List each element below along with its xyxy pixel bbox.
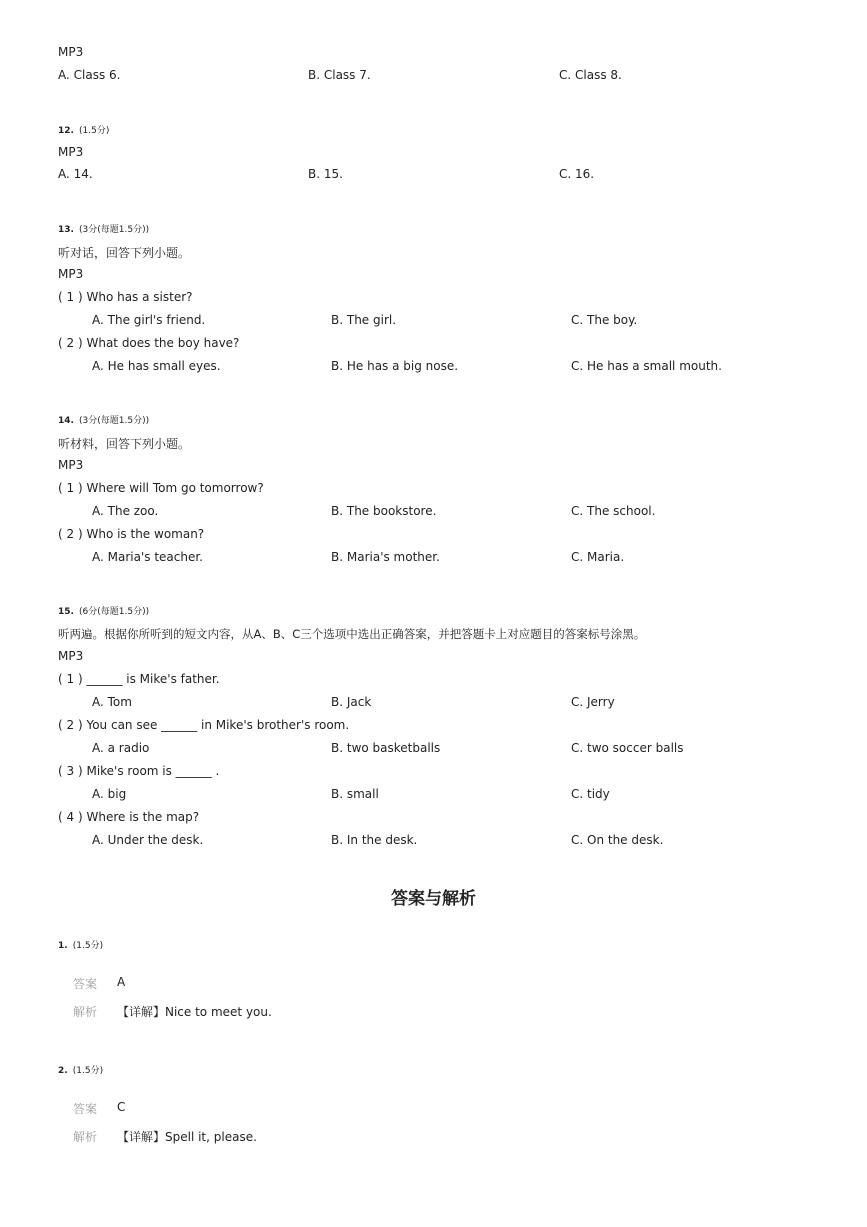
q15-number: 15.: [58, 607, 74, 617]
q15-sub1-num: ( 1 ): [58, 672, 83, 686]
q14-sub2-option-b[interactable]: B. Maria's mother.: [331, 550, 440, 564]
q12-option-b[interactable]: B. 15.: [308, 167, 343, 181]
q14-sub2-option-a[interactable]: A. Maria's teacher.: [92, 550, 203, 564]
q13-number: 13.: [58, 225, 74, 235]
q14-header: [58, 408, 149, 427]
q14-sub1-text: Where will Tom go tomorrow?: [86, 481, 264, 495]
q12-option-a[interactable]: A. 14.: [58, 167, 93, 181]
q15-sub3-question: [58, 764, 219, 778]
q12-score: (1.5分): [79, 126, 110, 136]
q13-sub2-question: [58, 336, 239, 350]
q15-sub4-option-a[interactable]: A. Under the desk.: [92, 833, 204, 847]
q11-option-c[interactable]: C. Class 8.: [559, 68, 622, 82]
q15-sub4-text: Where is the map?: [86, 810, 200, 824]
q14-mp3[interactable]: MP3: [58, 458, 84, 472]
q13-sub1-option-a[interactable]: A. The girl's friend.: [92, 313, 206, 327]
q11-mp3[interactable]: MP3: [58, 45, 84, 59]
q14-instruction: 听材料，回答下列小题。: [58, 437, 191, 451]
q13-sub2-num: ( 2 ): [58, 336, 83, 350]
q13-sub2-option-a[interactable]: A. He has small eyes.: [92, 359, 221, 373]
answers-title: 答案与解析: [391, 889, 476, 909]
q12-mp3[interactable]: MP3: [58, 145, 84, 159]
answer-1-score: (1.5分): [72, 941, 104, 951]
q13-sub2-option-b[interactable]: B. He has a big nose.: [331, 359, 459, 373]
q15-sub2-option-c[interactable]: C. two soccer balls: [571, 741, 684, 755]
answer-1-header: [58, 933, 103, 952]
answer-2-number: 2.: [58, 1066, 68, 1076]
q13-sub2-option-c[interactable]: C. He has a small mouth.: [571, 359, 722, 373]
q11-option-b[interactable]: B. Class 7.: [308, 68, 371, 82]
q14-score: (3分(每题1.5分)): [79, 416, 150, 426]
q14-sub1-option-b[interactable]: B. The bookstore.: [331, 504, 437, 518]
q15-header: [58, 599, 149, 618]
q15-sub2-text: You can see ______ in Mike's brother's room.: [86, 718, 350, 732]
q13-sub1-option-c[interactable]: C. The boy.: [571, 313, 638, 327]
q13-sub1-question: [58, 290, 193, 304]
q15-sub2-question: [58, 718, 349, 732]
q15-sub2-num: ( 2 ): [58, 718, 83, 732]
q13-sub1-num: ( 1 ): [58, 290, 83, 304]
q15-sub3-text: Mike's room is ______ .: [86, 764, 220, 778]
q12-number: 12.: [58, 126, 74, 136]
answer-2-header: [58, 1058, 103, 1077]
q15-sub2-option-b[interactable]: B. two basketballs: [331, 741, 441, 755]
q13-sub2-text: What does the boy have?: [86, 336, 240, 350]
q15-instruction: 听两遍。根据你所听到的短文内容，从A、B、C三个选项中选出正确答案，并把答题卡上对应题目的答案标号涂黑。: [58, 627, 646, 641]
q12-option-c[interactable]: C. 16.: [559, 167, 595, 181]
q15-sub3-num: ( 3 ): [58, 764, 83, 778]
q15-sub3-option-c[interactable]: C. tidy: [571, 787, 610, 801]
answer-2-analysis-label: 解析: [73, 1130, 98, 1144]
q14-sub1-question: [58, 481, 264, 495]
q15-score: (6分(每题1.5分)): [79, 607, 150, 617]
q15-sub2-option-a[interactable]: A. a radio: [92, 741, 150, 755]
q14-sub1-option-a[interactable]: A. The zoo.: [92, 504, 159, 518]
q15-sub3-option-b[interactable]: B. small: [331, 787, 379, 801]
q14-number: 14.: [58, 416, 74, 426]
q14-sub2-text: Who is the woman?: [86, 527, 205, 541]
answer-1-number: 1.: [58, 941, 68, 951]
q15-sub4-question: [58, 810, 199, 824]
answer-1-answer-label: 答案: [73, 977, 98, 991]
answer-2-answer-value: C: [117, 1100, 126, 1114]
q14-sub2-option-c[interactable]: C. Maria.: [571, 550, 625, 564]
q15-sub1-option-a[interactable]: A. Tom: [92, 695, 132, 709]
q13-mp3[interactable]: MP3: [58, 267, 84, 281]
answer-2-score: (1.5分): [72, 1066, 104, 1076]
q14-sub2-num: ( 2 ): [58, 527, 83, 541]
answer-2-answer-label: 答案: [73, 1102, 98, 1116]
answer-2-analysis-text: 【详解】Spell it, please.: [117, 1130, 257, 1144]
q15-sub3-option-a[interactable]: A. big: [92, 787, 127, 801]
q13-sub1-text: Who has a sister?: [86, 290, 193, 304]
q15-sub4-num: ( 4 ): [58, 810, 83, 824]
q15-sub1-text: ______ is Mike's father.: [86, 672, 220, 686]
q13-sub1-option-b[interactable]: B. The girl.: [331, 313, 397, 327]
q12-header: [58, 118, 109, 137]
q15-sub1-question: [58, 672, 220, 686]
q15-sub4-option-c[interactable]: C. On the desk.: [571, 833, 664, 847]
q15-sub1-option-c[interactable]: C. Jerry: [571, 695, 615, 709]
answer-1-analysis-text: 【详解】Nice to meet you.: [117, 1005, 272, 1019]
q15-mp3[interactable]: MP3: [58, 649, 84, 663]
q13-instruction: 听对话，回答下列小题。: [58, 246, 191, 260]
q13-score: (3分(每题1.5分)): [79, 225, 150, 235]
answer-1-analysis-label: 解析: [73, 1005, 98, 1019]
q14-sub2-question: [58, 527, 204, 541]
q11-option-a[interactable]: A. Class 6.: [58, 68, 121, 82]
q15-sub1-option-b[interactable]: B. Jack: [331, 695, 372, 709]
q14-sub1-num: ( 1 ): [58, 481, 83, 495]
q14-sub1-option-c[interactable]: C. The school.: [571, 504, 656, 518]
answer-1-answer-value: A: [117, 975, 126, 989]
q15-sub4-option-b[interactable]: B. In the desk.: [331, 833, 418, 847]
q13-header: [58, 217, 149, 236]
